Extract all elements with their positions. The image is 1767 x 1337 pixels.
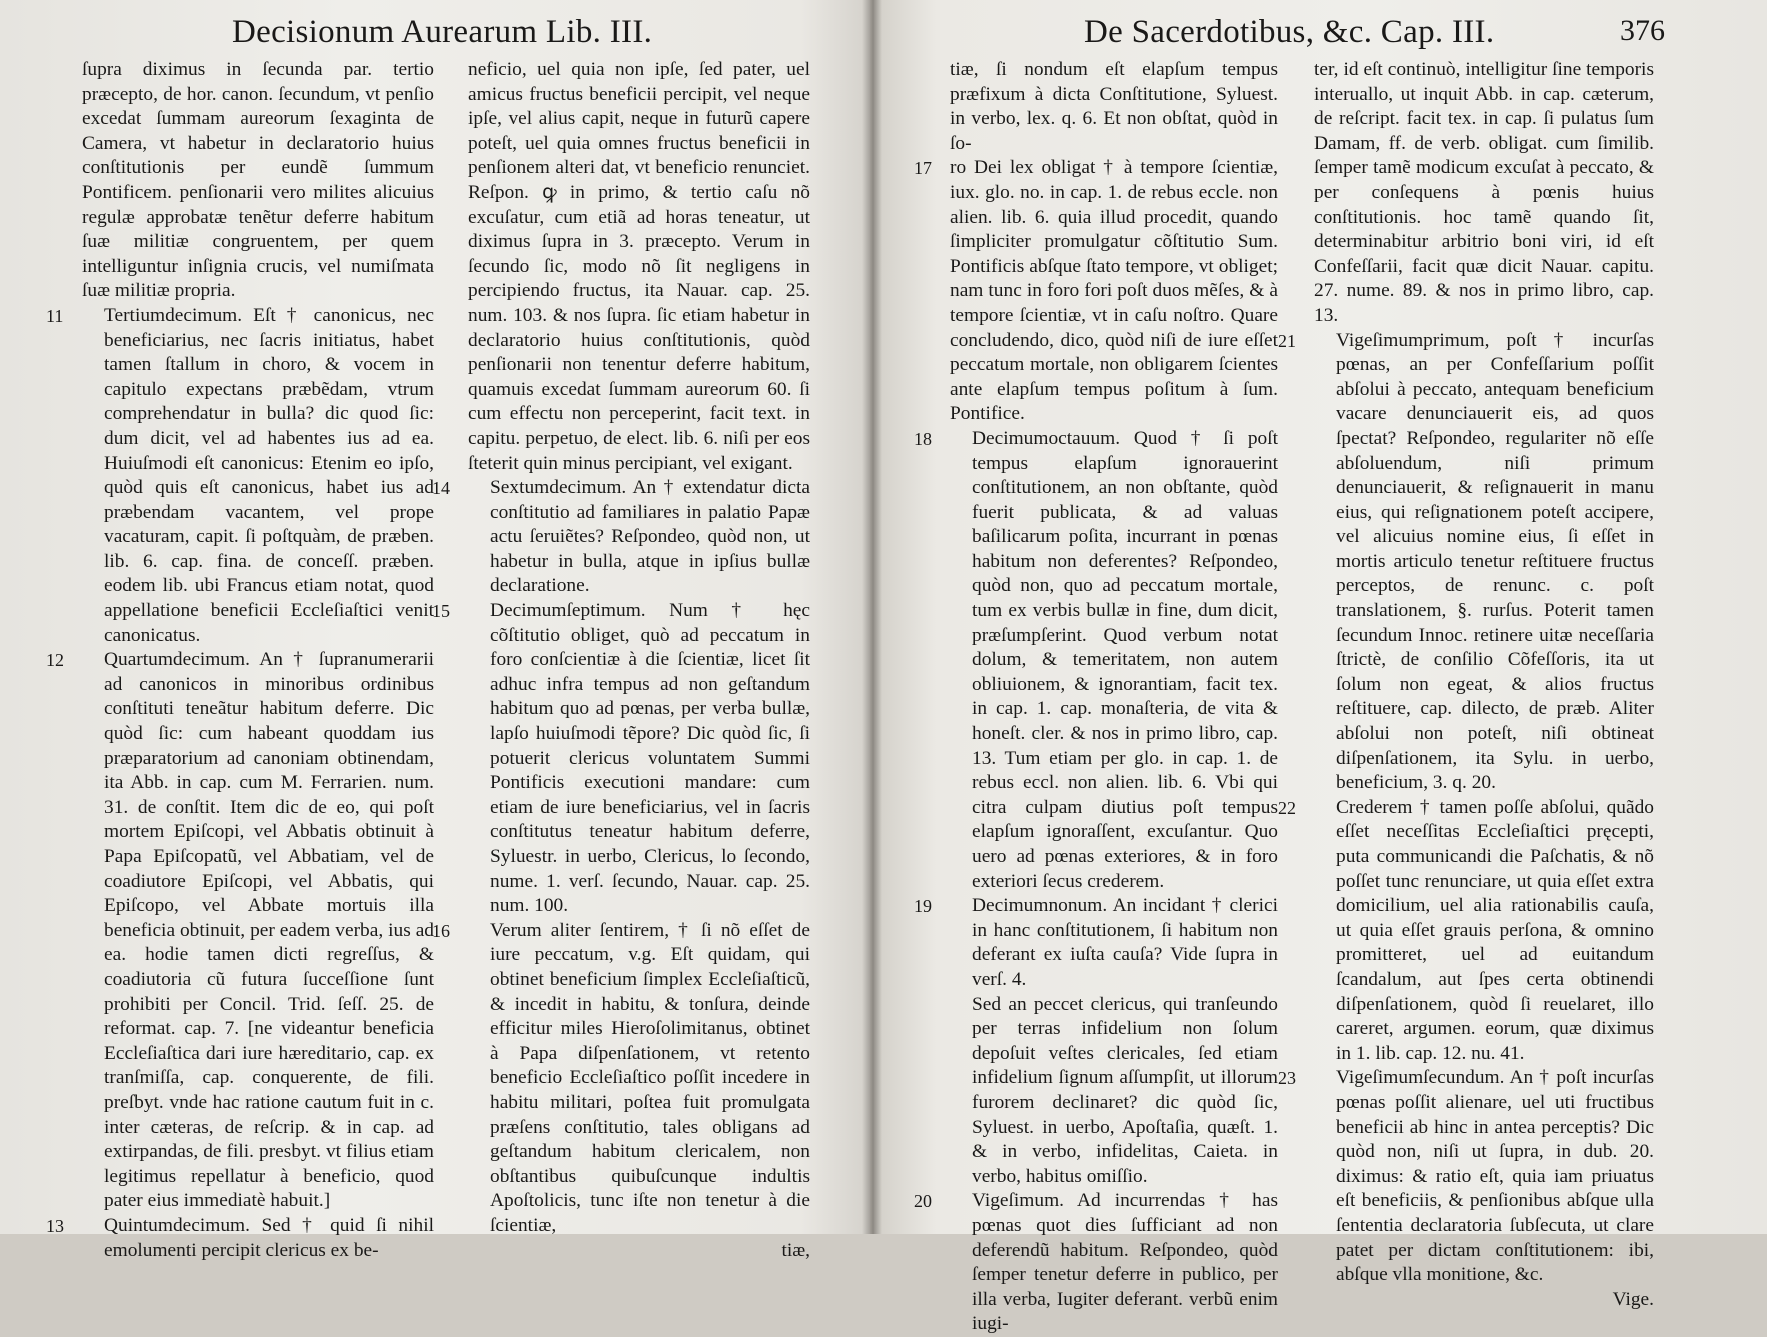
paragraph: Quintumdecimum. Sed † quid ſi nihil emolumenti percipit clericus ex be- [104,1214,434,1261]
paragraph: ter, id eſt continuò, intelligitur ſine temporis interuallo, ut inquit Abb. in cap. cæterum, de reſcript. facit tex. in cap. ſi pulatus ſum Damam, ff. de verb. obligat. cum ſimilib. ſemper tamẽ modicum excuſat à peccato, & per conſequens à pœnis huius conſtitutionis. hoc tamẽ quando ſit, determinabitur arbitrio boni viri, id eſt Confeſſarii, facit quæ dicit Nauar. capitu. 27. nume. 89. & nos in primo libro, cap. 13. [1314,59,1654,326]
question-paragraph [914,156,1278,427]
margin-number: 20 [914,1191,932,1212]
right-page [874,0,1767,1335]
margin-number: 11 [46,305,64,326]
margin-number: 21 [1278,330,1296,351]
margin-number: 12 [46,650,64,671]
paragraph: neficio, uel quia non ipſe, ſed pater, uel amicus fructus beneficii percipit, vel neque ipſe, vel alius capit, neque in futurũ capere poteſt, uel quia omnes fructus beneficii in penſionem alteri dat, vt beneficio renunciet. Reſpon. ꝙ in primo, & tertio caſu nõ excuſatur, cum etiã ad horas teneatur, ut diximus ſupra in 3. præcepto. Verum in ſecundo ſic, modo nõ ſit negligens in percipiendo fructus, ita Nauar. cap. 25. num. 103. & nos ſupra. ſic etiam habetur in declaratorio huius conſtitutionis, quòd penſionarii non tenentur deferre habitum, quamuis excedat ſummam aureorum 60. ſi cum effectu non perceperint, facit text. in capitu. perpetuo, de elect. lib. 6. niſi per eos ſteterit quin minus percipiant, vel exigant. [468,59,810,474]
question-paragraph [914,1189,1278,1337]
question-paragraph [1278,796,1654,1067]
paragraph: Decimumnonum. An incidant † clerici in hanc conſtitutionem, ſi habitum non deferant ex iuſta cauſa? Vide ſupra in verſ. 4. [972,895,1278,990]
right-column-2 [1278,58,1654,1312]
paragraph: Decimumſeptimum. Num † hęc cõſtitutio obliget, quò ad peccatum in foro conſcientiæ à die ſcientiæ, licet ſit adhuc infra tempus ad non geſtandum habitum quo ad pœnas, per verba bullæ, lapſo huiuſmodi tẽpore? Dic quòd ſic, ſi potuerit clericus voluntatem Summi Pontificis executioni mandare: cum etiam de iure beneficiarius, vel in ſacris conſtitutus teneatur habitum deferre, Syluestr. in uerbo, Clericus, lo ſecondo, nume. 1. verſ. ſecundo, Nauar. cap. 25. num. 100. [490,600,810,917]
question-paragraph [1278,1066,1654,1287]
question-paragraph [914,427,1278,894]
book-gutter [862,0,882,1234]
paragraph: Decimumoctauum. Quod † ſi poſt tempus elapſum ignorauerint conſtitutionem, an non obſtante, quòd fuerit publicata, & ad valuas baſilicarum poſita, incurrant in pœnas habitum non deferentes? Reſpondeo, quòd non, quo ad peccatum mortale, tum ex verbis bullæ in fine, dum dicit, præſumpſerint. Quod verbum notat dolum, & temeritatem, non autem obliuionem, & ignorantiam, facit tex. in cap. 1. cap. monaſteria, de vita & honeſt. cler. & nos in primo libro, cap. 13. Tum etiam per glo. in cap. 1. de rebus eccl. non alien. lib. 6. Vbi qui citra culpam diutius poſt tempus elapſum ignoraſſent, excuſantur. Quo uero ad pœnas exteriores, & in foro exteriori ſecus crederem. [972,427,1278,892]
paragraph: Vigeſimumprimum, poſt † incurſas pœnas, an per Confeſſarium poſſit abſolui à peccato, antequam beneficium vacare denunciauerit eis, ad quos ſpectat? Reſpondeo, regulariter nõ eſſe abſoluendum, niſi primum denunciauerit, & reſignauerit in manu eius, qui reſignationem poteſt accipere, vel alicuius nomine eius, ſi eſſet in mortis articulo tenetur reſtituere fructus perceptos, de renunc. c. poſt translationem, §. rurſus. Poterit tamen ſecundum Innoc. retinere uitæ neceſſaria ſtrictè, de conſilio Cõfeſſoris, ita ut ſolum non egeat, & alios fructus reſtituere, cap. dilecto, de præb. Aliter abſolui non poteſt, niſi obtineat diſpenſationem, ita Sylu. in uerbo, beneficium, 3. q. 20. [1336,329,1654,794]
margin-number: 23 [1278,1068,1296,1089]
paragraph: Sextumdecimum. An † extendatur dicta conſtitutio ad familiares in palatio Papæ actu ſeruiẽtes? Reſpondeo, quòd non, ut habetur in bulla, atque in ipſius bullæ declaratione. [490,477,810,597]
question-paragraph [432,599,810,919]
paragraph: Verum aliter ſentirem, † ſi nõ eſſet de iure peccatum, v.g. Eſt quidam, qui obtinet beneficium ſimplex Eccleſiaſticũ, & incedit in habitu, & tonſura, deinde efficitur miles Hieroſolimitanus, obtinet à Papa diſpenſationem, vt retento beneficio Eccleſiaſtico poſſit incedere in habitu militari, poſtea fuit promulgata præſens conſtitutio, tales obligans ad geſtandum habitum clericalem, non obſtantibus quibuſcunque indultis Apoſtolicis, tunc iſte non tenetur à die ſcientiæ, [490,919,810,1236]
paragraph: Crederem † tamen poſſe abſolui, quãdo eſſet neceſſitas Eccleſiaſtici pręcepti, puta communicandi die Paſchatis, & nõ poſſet tunc renunciare, ut quia eſſet extra domicilium, uel alia rationabilis cauſa, ut quia eſſet grauis perſona, & omnino promitteret, uel ad euitandum ſcandalum, aut ſpes certa obtinendi diſpenſationem, quòd ſi reuelaret, illo careret, argumen. eorum, quæ diximus in 1. lib. cap. 12. nu. 41. [1336,796,1654,1064]
paragraph: Tertiumdecimum. Eſt † canonicus, nec beneficiarius, nec ſacris initiatus, habet tamen ſtallum in choro, & vocem in capitulo expectans præbẽdam, vtrum comprehendatur in bulla? dic quod ſic: dum dicit, vel ad habentes ius ad ea. Huiuſmodi eſt canonicus: Etenim eo ipſo, quòd quis eſt canonicus, habet ius ad præbendam vacantem, vel prope vacaturam, capit. ſi poſtquàm, de præben. lib. 6. cap. fina. de conceſſ. præben. eodem lib. ubi Francus etiam notat, quod appellatione beneficii Eccleſiaſtici venit canonicatus. [104,304,434,646]
question-paragraph [1278,329,1654,796]
left-running-head: Decisionum Aurearum Lib. III. [232,14,653,50]
paragraph: Quartumdecimum. An † ſupranumerarii ad canonicos in minoribus ordinibus conſtituti teneãtur habitum deferre. Dic quòd ſic: cum habeant quoddam ius præparatorium ad canoniam obtinendam, ita Abb. in cap. cum M. Ferrarien. num. 31. de conſtit. Item dic de eo, qui poſt mortem Epiſcopi, vel Abbatis obtinuit à Papa Epiſcopatũ, vel Abbatiam, vel de coadiutore Epiſcopi, vel Abbatis, qui Epiſcopo, vel Abbate mortuis illa beneficia obtinuit, per eadem verba, ius ad ea. hodie tamen dicti regreſſus, & coadiutoria cũ futura ſucceſſione ſunt prohibiti per Concil. Trid. ſeſſ. 25. de reformat. cap. 7. [ne videantur beneficia Eccleſiaſtica dari iure hæreditario, cap. ex tranſmiſſa, cap. conquerente, de fili. preſbyt. vnde hac ratione cautum fuit in c. inter cæteras, de reſcrip. & in cap. ad extirpandas, de fili. presbyt. vt filius etiam legitimus repellatur à beneficio, quod pater eius immediatè habuit.] [104,649,434,1212]
catchword: Vige. [1612,1288,1654,1310]
question-paragraph [914,894,1278,992]
margin-number: 13 [46,1215,64,1236]
question-paragraph [432,919,810,1239]
margin-number: 14 [432,478,450,499]
left-page [0,0,870,1261]
question-paragraph [46,304,434,648]
right-running-head: De Sacerdotibus, &c. Cap. III. [1084,14,1495,50]
right-column-1 [914,58,1278,1337]
margin-number: 15 [432,601,450,622]
margin-number: 17 [914,158,932,179]
left-column-2 [432,58,810,1263]
margin-number: 16 [432,920,450,941]
page-number: 376 [1620,14,1665,47]
paragraph: Sed an peccet clericus, qui tranſeundo per terras infidelium non ſolum depoſuit veſtes clericales, ſed etiam infidelium ſignum aſſumpſit, ut illorum furorem declinaret? dic quòd ſic, Syluest. in uerbo, Apoſtaſia, quæſt. 1. & in verbo, infidelitas, Caieta. in verbo, habitus omiſſio. [972,993,1278,1187]
question-paragraph [46,648,434,1214]
paragraph: ro Dei lex obligat † à tempore ſcientiæ, iux. glo. no. in cap. 1. de rebus eccle. non alien. lib. 6. quia illud procedit, quando ſimpliciter promulgatur cõſtitutio Sum. Pontificis abſque ſtato tempore, vt obliget; nam tunc in foro fori poſt duos mẽſes, & à tempore ſcientiæ, vt in caſu noſtro. Quare concludendo, dico, quòd niſi de iure eſſet peccatum mortale, non obligarem ſcientes ante elapſum tempus poſitum à ſum. Pontifice. [950,157,1278,425]
catchword: tiæ, [781,1239,810,1261]
left-column-1 [46,58,434,1263]
margin-number: 22 [1278,797,1296,818]
question-paragraph [46,1214,434,1263]
paragraph: ſupra diximus in ſecunda par. tertio præcepto, de hor. canon. ſecundum, vt penſio excedat ſummam aureorum ſexaginta de Camera, vt habetur in declaratorio huius conſtitutionis per eundẽ ſummum Pontificem. penſionarii vero milites alicuius regulæ approbatæ tenẽtur deferre habitum ſuæ militiæ congruentem, per quem intelliguntur inſignia crucis, vel numiſmata ſuæ militiæ propria. [82,59,434,302]
paragraph: Vigeſimumſecundum. An † poſt incurſas pœnas poſſit alienare, uel uti fructibus beneficii ab hinc in antea perceptis? Dic quòd non, niſi ut ſupra, in dub. 20. diximus: & ratio eſt, quia iam priuatus eſt beneficiis, & penſionibus abſque ulla ſententia declaratoria ſubſecuta, ut clare patet per dictam conſtitutionem: ibi, abſque vlla monitione, &c. [1336,1067,1654,1286]
paragraph: Vigeſimum. Ad incurrendas † has pœnas quot dies ſufficiant ad non deferendũ habitum. Reſpondeo, quòd ſemper tenetur deferre in publico, per illa verba, Iugiter deferant. verbũ enim iugi- [972,1190,1278,1335]
question-paragraph [432,476,810,599]
margin-number: 19 [914,896,932,917]
paragraph: tiæ, ſi nondum eſt elapſum tempus præfixum à dicta Conſtitutione, Syluest. in verbo, lex. q. 6. Et non obſtat, quòd in ſo- [950,59,1278,154]
margin-number: 18 [914,428,932,449]
